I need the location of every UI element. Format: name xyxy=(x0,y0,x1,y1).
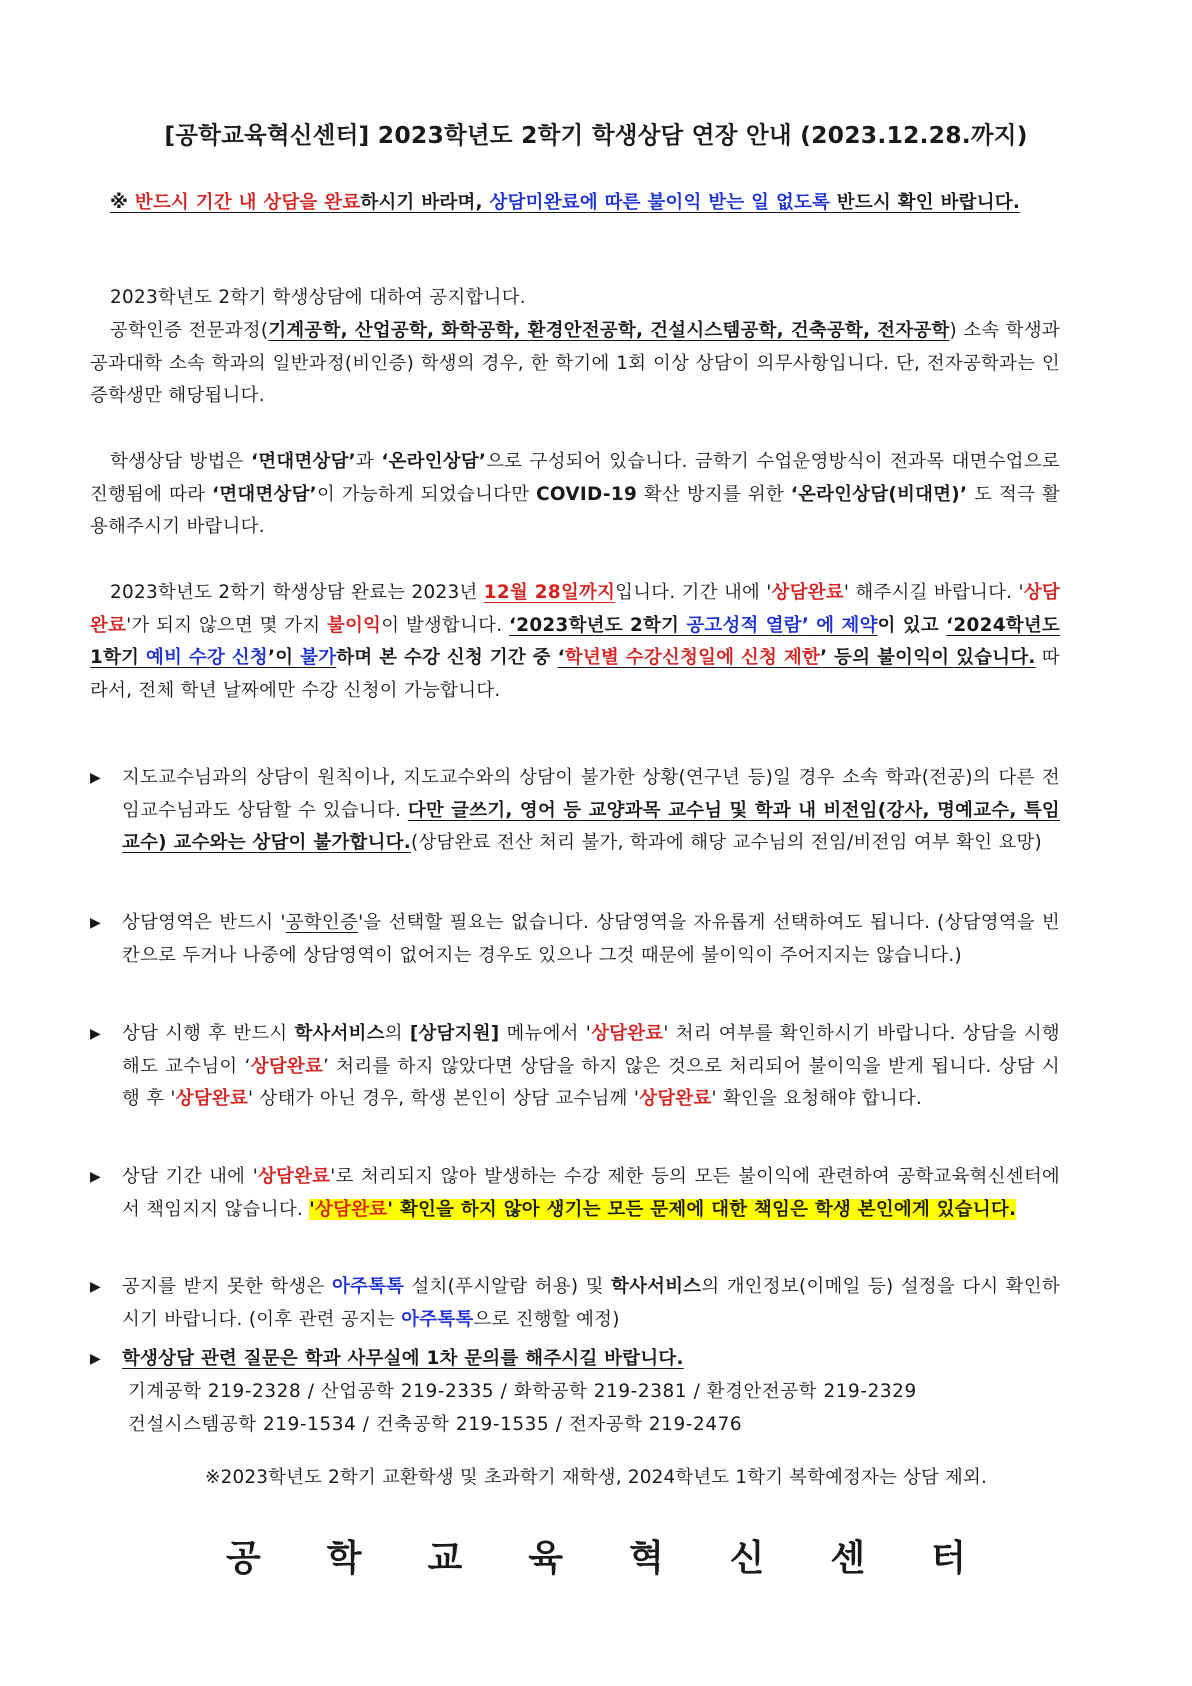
bullet1-text-a: 지도교수님과의 상담이 원칙이나, 지도교수와의 상담이 불가한 상황(연구년 등)일 경우 소속 학과(전공)의 다른 전임교수님과도 상담할 수 있습니다. xyxy=(122,767,1060,821)
bullet-confirm xyxy=(90,1018,1060,1116)
signature-char: 교 xyxy=(427,1538,463,1579)
penalty-limit-a: ‘ xyxy=(557,647,565,669)
signature-char: 신 xyxy=(729,1538,765,1579)
contact-line-2: 건설시스템공학 219-1534 / 건축공학 219-1535 / 전자공학 219-2476 xyxy=(128,1414,743,1435)
signature-center-name xyxy=(226,1530,966,1581)
face-to-face-term-2: ‘면대면상담’ xyxy=(212,483,317,505)
status-complete-8: 상담완료 xyxy=(315,1198,388,1220)
warning-blue-text: 상담미완료에 따른 불이익 받는 일 없도록 xyxy=(489,192,831,213)
status-complete-4: 상담완료 xyxy=(250,1055,324,1077)
bullet3-text-f: ' 상태가 아닌 경우, 학생 본인이 상담 교수님께 ' xyxy=(248,1088,640,1110)
exclusion-note: ※2023학년도 2학기 교환학생 및 초과학기 재학생, 2024학년도 1학기 복학예정자는 상담 제외. xyxy=(204,1467,988,1488)
bullet1-text-b: (상담완료 전산 처리 불가, 학과에 해당 교수님의 전임/비전임 여부 확인 요망) xyxy=(411,832,1043,854)
signature-char: 터 xyxy=(931,1538,966,1579)
penalty-grade-limit xyxy=(558,647,1036,668)
penalty-grades xyxy=(509,615,878,636)
signature-char: 혁 xyxy=(628,1538,664,1579)
bullet3-text-g: ' 확인을 요청해야 합니다. xyxy=(711,1088,923,1110)
status-complete-3: 상담완료 xyxy=(591,1023,664,1044)
warning-mid-text: 하시기 바라며, xyxy=(360,192,490,213)
warning-end-text: 반드시 확인 바랍니다. xyxy=(830,192,1021,213)
accreditation-term: 공학인증 xyxy=(285,912,359,933)
penalty-limit-c: ’ 등의 불이익이 있습니다. xyxy=(820,647,1036,669)
signature-char: 센 xyxy=(830,1538,866,1579)
bullet2-text-b: '을 선택할 필요는 없습니다. 상담영역을 자유롭게 선택하여도 됩니다. (상담영역을 빈칸으로 두거나 나중에 상담영역이 없어지는 경우도 있으나 그것 때문에 불이익이 주어지지는 않습니다.) xyxy=(122,912,1060,966)
bullet4-text-a: 상담 기간 내에 ' xyxy=(122,1166,258,1187)
bullet3-text-d: ' 처리 여부를 확인하시기 바랍니다. 상담을 시행해도 교수님이 ‘ xyxy=(122,1023,1060,1077)
deadline-date: 12월 28일까지 xyxy=(483,582,616,603)
signature-char: 육 xyxy=(528,1538,563,1579)
bullet3-text-b: 의 xyxy=(384,1023,410,1044)
status-complete-5: 상담완료 xyxy=(175,1088,249,1110)
online-term: ‘온라인상담’ xyxy=(381,451,487,472)
contact-line-1: 기계공학 219-2328 / 산업공학 219-2335 / 화학공학 219-2381 / 환경안전공학 219-2329 xyxy=(128,1381,917,1402)
notice-text-a: 공학인증 전문과정( xyxy=(110,320,269,341)
penalty-grades-b: 공고성적 열람 xyxy=(686,614,802,636)
bullet5-text-a: 공지를 받지 못한 학생은 xyxy=(122,1276,332,1297)
deadline-text-a: 2023학년도 2학기 학생상담 완료는 2023년 xyxy=(110,582,484,603)
bullet1-restriction: 다만 글쓰기, 영어 등 교양과목 교수님 및 학과 내 비전임(강사, 명예교수, 특임교수) 교수와는 상담이 불가합니다. xyxy=(122,799,1060,854)
warning-text xyxy=(110,192,1020,213)
reference-mark: ※ xyxy=(110,192,135,213)
deadline-text-c: ' 해주시길 바랍니다. ' xyxy=(843,582,1024,603)
deadline-text-d: '가 되지 않으면 몇 가지 xyxy=(126,614,328,636)
method-text-b: 과 xyxy=(355,451,382,472)
triangle-right-icon: ▶ xyxy=(90,1279,102,1295)
bullet2-text-a: 상담영역은 반드시 ' xyxy=(122,912,286,933)
penalty-grades-c: ’ 에 제약 xyxy=(801,614,878,636)
status-complete-7: 상담완료 xyxy=(257,1166,331,1187)
triangle-right-icon: ▶ xyxy=(90,1169,102,1185)
method-text-f: 도 적극 활용해주시기 바랍니다. xyxy=(90,483,1060,538)
deadline-paragraph xyxy=(90,577,1060,707)
penalty-prereg-d: 불가 xyxy=(300,647,337,669)
signature-char: 공 xyxy=(226,1538,261,1579)
status-complete-1: 상담완료 xyxy=(771,582,844,603)
notice-text-b: ) 소속 학생과 공과대학 소속 학과의 일반과정(비인증) 학생의 경우, 한 학기에 1회 이상 상담이 의무사항입니다. 단, 전자공학과는 인증학생만 해당됩니다. xyxy=(90,320,1060,407)
online-term-2: ‘온라인상담(비대면)’ xyxy=(790,483,968,505)
bullet5-text-d: 으로 진행할 예정) xyxy=(473,1308,620,1330)
deadline-text-f: 이 있고 xyxy=(877,614,947,636)
bullet4-text-b: '로 처리되지 않아 발생하는 수강 제한 등의 모든 불이익에 관련하여 공학교육혁신센터에서 책임지지 않습니다. xyxy=(122,1166,1060,1220)
warning-red-text: 반드시 기간 내 상담을 완료 xyxy=(134,192,361,213)
accredited-majors: 기계공학, 산업공학, 화학공학, 환경안전공학, 건설시스템공학, 건축공학, 전자공학 xyxy=(268,320,950,341)
ajou-toktok-term-2: 아주톡톡 xyxy=(401,1308,474,1330)
bullet-advisor xyxy=(90,762,1060,860)
bullet5-text-c: 의 개인정보(이메일 등) 설정을 다시 확인하시기 바랍니다. (이후 관련 공지는 xyxy=(122,1276,1060,1330)
method-text-e: 확산 방지를 위한 xyxy=(637,483,791,505)
warning-paragraph xyxy=(90,187,1060,220)
triangle-right-icon: ▶ xyxy=(90,915,102,931)
penalty-limit-b: 학년별 수강신청일에 신청 제한 xyxy=(564,647,821,669)
academic-service-term: 학사서비스 xyxy=(294,1023,385,1044)
bullet-responsibility xyxy=(90,1161,1060,1226)
covid-term: COVID-19 xyxy=(536,483,638,505)
penalty-prereg-c: ’이 xyxy=(267,647,301,669)
counseling-menu-term: [상담지원] xyxy=(409,1023,500,1044)
deadline-text-h: 따라서, 전체 학년 날짜에만 수강 신청이 가능합니다. xyxy=(90,647,1060,701)
penalty-prereg-b: 예비 수강 신청 xyxy=(146,647,268,669)
status-complete-2: 상담완료 xyxy=(90,582,1060,636)
bullet-inquiry xyxy=(90,1343,1060,1376)
bullet3-text-a: 상담 시행 후 반드시 xyxy=(122,1023,295,1044)
highlighted-warning xyxy=(309,1199,1016,1220)
deadline-text-b: 입니다. 기간 내에 ' xyxy=(615,582,772,603)
method-text-a: 학생상담 방법은 xyxy=(110,451,252,472)
triangle-right-icon: ▶ xyxy=(90,770,102,786)
method-text-c: 으로 구성되어 있습니다. 금학기 수업운영방식이 전과목 대면수업으로 진행됨에 따라 xyxy=(90,451,1060,505)
bullet-notification xyxy=(90,1271,1060,1336)
deadline-text-e: 이 발생합니다. xyxy=(381,614,509,636)
penalty-term: 불이익 xyxy=(327,614,382,636)
penalty-grades-a: ‘2023학년도 2학기 xyxy=(508,614,687,636)
deadline-text-g: 하며 본 수강 신청 기간 중 xyxy=(336,647,558,669)
bullet5-text-b: 설치(푸시알람 허용) 및 xyxy=(404,1276,612,1297)
bullet3-text-e: ’ 처리를 하지 않았다면 상담을 하지 않은 것으로 처리되어 불이익을 받게 됩니다. 상담 시행 후 ' xyxy=(122,1055,1060,1110)
ajou-toktok-term: 아주톡톡 xyxy=(331,1276,405,1297)
triangle-right-icon: ▶ xyxy=(90,1026,102,1042)
academic-service-term-2: 학사서비스 xyxy=(611,1276,702,1297)
method-text-d: 이 가능하게 되었습니다만 xyxy=(316,483,537,505)
inquiry-text: 학생상담 관련 질문은 학과 사무실에 1차 문의를 해주시길 바랍니다. xyxy=(122,1348,684,1369)
method-paragraph xyxy=(90,446,1060,544)
highlight-a: ' xyxy=(309,1198,316,1220)
signature-char: 학 xyxy=(326,1538,362,1579)
penalty-prereg-a: ‘2024학년도 1학기 xyxy=(90,614,1060,669)
status-complete-6: 상담완료 xyxy=(639,1088,712,1110)
highlight-b: ' 확인을 하지 않아 생기는 모든 문제에 대한 책임은 학생 본인에게 있습니다. xyxy=(387,1198,1017,1220)
bullet3-text-c: 메뉴에서 ' xyxy=(499,1023,592,1044)
face-to-face-term: ‘면대면상담’ xyxy=(251,451,356,472)
page-title: [공학교육혁신센터] 2023학년도 2학기 학생상담 연장 안내 (2023.12.28.까지) xyxy=(164,121,1028,149)
triangle-right-icon: ▶ xyxy=(90,1351,102,1367)
notice-paragraph xyxy=(90,315,1060,413)
notice-line1: 2023학년도 2학기 학생상담에 대하여 공지합니다. xyxy=(110,287,526,308)
bullet-area xyxy=(90,907,1060,972)
